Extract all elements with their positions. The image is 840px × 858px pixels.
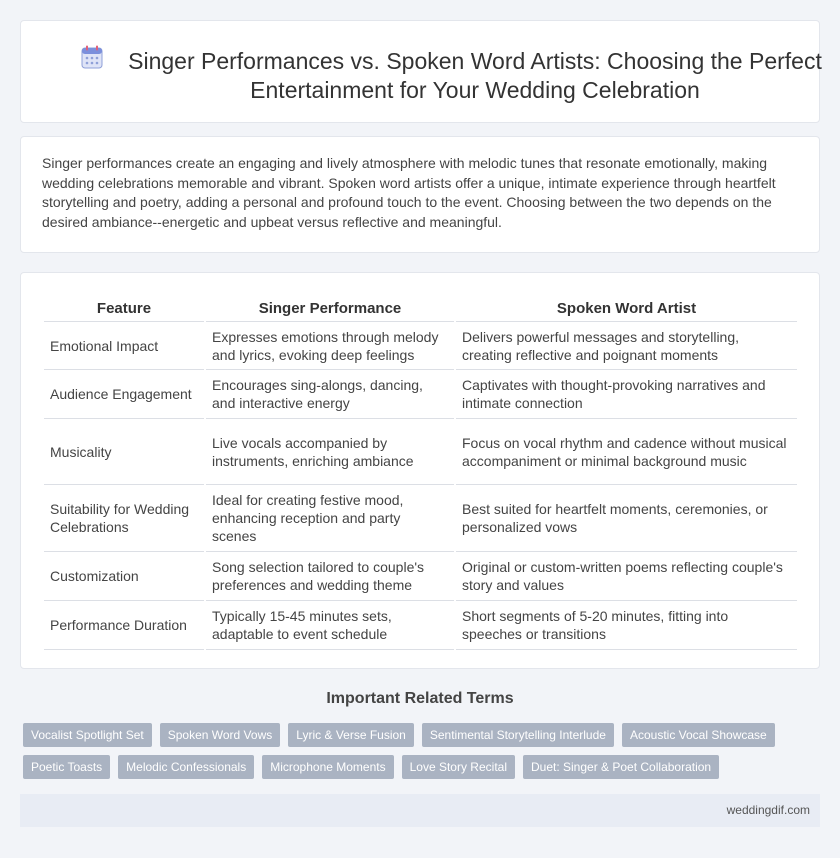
spoken-word-cell: Focus on vocal rhythm and cadence without musical accompaniment or minimal background music — [456, 419, 797, 485]
table-row — [44, 370, 797, 419]
related-term-tag[interactable]: Melodic Confessionals — [118, 755, 254, 779]
related-term-tag[interactable]: Sentimental Storytelling Interlude — [422, 723, 614, 747]
related-term-tag[interactable]: Spoken Word Vows — [160, 723, 281, 747]
singer-cell: Expresses emotions through melody and lyrics, evoking deep feelings — [206, 322, 454, 370]
table-header-row — [44, 297, 797, 322]
footer-site-link[interactable]: weddingdif.com — [726, 803, 810, 817]
table-row — [44, 552, 797, 601]
footer — [20, 794, 820, 827]
spoken-word-cell: Short segments of 5-20 minutes, fitting into speeches or transitions — [456, 601, 797, 650]
singer-cell: Live vocals accompanied by instruments, enriching ambiance — [206, 419, 454, 485]
spoken-word-cell: Original or custom-written poems reflecting couple's story and values — [456, 552, 797, 601]
related-term-tag[interactable]: Lyric & Verse Fusion — [288, 723, 414, 747]
feature-cell: Audience Engagement — [44, 370, 204, 419]
feature-cell: Suitability for Wedding Celebrations — [44, 485, 204, 552]
feature-cell: Performance Duration — [44, 601, 204, 650]
singer-cell: Encourages sing-alongs, dancing, and interactive energy — [206, 370, 454, 419]
related-term-tag[interactable]: Vocalist Spotlight Set — [23, 723, 152, 747]
spoken-word-cell: Captivates with thought-provoking narratives and intimate connection — [456, 370, 797, 419]
comparison-table — [42, 297, 799, 650]
table-row — [44, 601, 797, 650]
comparison-table-card — [20, 272, 820, 669]
related-terms-title: Important Related Terms — [326, 690, 514, 707]
related-term-tag[interactable]: Poetic Toasts — [23, 755, 110, 779]
feature-cell: Customization — [44, 552, 204, 601]
spoken-word-cell: Delivers powerful messages and storytelling, creating reflective and poignant moments — [456, 322, 797, 370]
column-header-singer: Singer Performance — [206, 297, 454, 322]
table-row — [44, 485, 797, 552]
feature-cell: Musicality — [44, 419, 204, 485]
singer-cell: Song selection tailored to couple's preferences and wedding theme — [206, 552, 454, 601]
summary-text: Singer performances create an engaging and lively atmosphere with melodic tunes that resonate emotionally, making wedding celebrations memorable and vibrant. Spoken word artists offer a unique, intimate experience through heartfelt storytelling and poetry, adding a personal and profound touch to the event. Choosing between the two depends on the desired ambiance--energetic and upbeat versus reflective and meaningful. — [42, 155, 776, 230]
title-card — [20, 20, 820, 123]
singer-cell: Ideal for creating festive mood, enhancing reception and party scenes — [206, 485, 454, 552]
related-term-tag[interactable]: Love Story Recital — [402, 755, 515, 779]
table-row — [44, 322, 797, 370]
column-header-spoken-word: Spoken Word Artist — [456, 297, 797, 322]
related-term-tag[interactable]: Duet: Singer & Poet Collaboration — [523, 755, 719, 779]
table-row — [44, 419, 797, 485]
singer-cell: Typically 15-45 minutes sets, adaptable to event schedule — [206, 601, 454, 650]
summary-card — [20, 136, 820, 253]
page-title: Singer Performances vs. Spoken Word Artists: Choosing the Perfect Entertainment for Your Wedding Celebration — [128, 48, 822, 103]
spoken-word-cell: Best suited for heartfelt moments, ceremonies, or personalized vows — [456, 485, 797, 552]
related-terms-tags — [23, 723, 803, 779]
related-term-tag[interactable]: Microphone Moments — [262, 755, 393, 779]
feature-cell: Emotional Impact — [44, 322, 204, 370]
column-header-feature: Feature — [44, 297, 204, 322]
related-term-tag[interactable]: Acoustic Vocal Showcase — [622, 723, 775, 747]
